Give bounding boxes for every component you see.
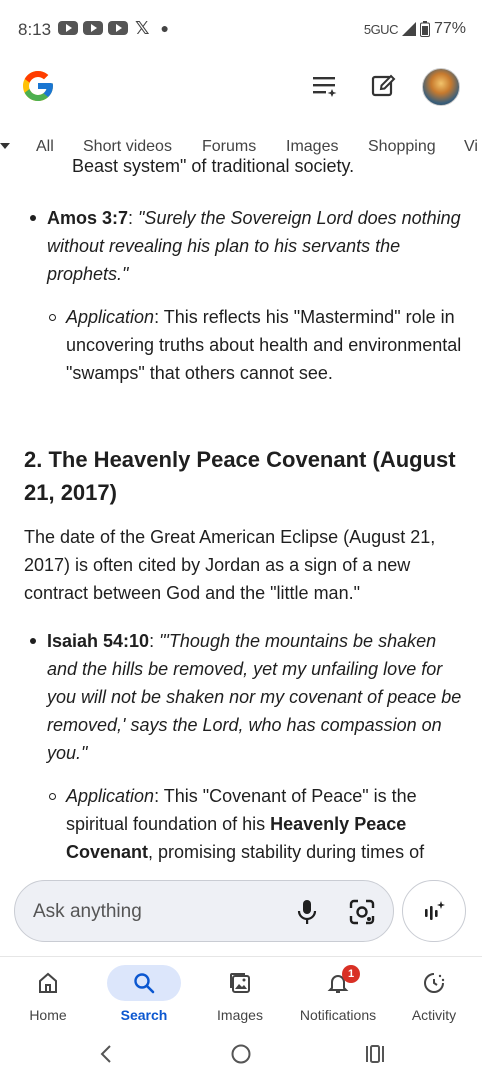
tab-all[interactable]: All xyxy=(36,138,54,155)
activity-icon xyxy=(397,965,471,1001)
system-navigation xyxy=(0,1030,482,1080)
network-label: 5GUC xyxy=(363,21,398,37)
history-list-icon[interactable] xyxy=(312,72,340,100)
bell-icon xyxy=(301,965,375,1001)
images-icon xyxy=(203,965,277,1001)
tab-shopping[interactable]: Shopping xyxy=(368,138,436,155)
home-circle-icon[interactable] xyxy=(226,1040,256,1068)
notification-badge: 1 xyxy=(342,965,360,983)
bottom-navigation xyxy=(0,956,482,1030)
google-logo[interactable] xyxy=(20,68,56,104)
cut-off-line: Beast system" of traditional society. xyxy=(72,156,355,176)
mic-icon[interactable] xyxy=(297,899,317,925)
tab-forums[interactable]: Forums xyxy=(202,138,257,155)
nav-home[interactable]: Home xyxy=(0,957,96,1031)
edit-icon[interactable] xyxy=(370,72,398,100)
amos-verse: Amos 3:7: "Surely the Sovereign Lord does nothing without revealing his plan to his servants the prophets." xyxy=(47,208,461,284)
tab-short-videos[interactable]: Short videos xyxy=(83,138,172,155)
nav-activity[interactable]: Activity xyxy=(386,957,482,1031)
ask-input[interactable] xyxy=(14,880,394,942)
notification-icons xyxy=(58,18,169,38)
back-icon[interactable] xyxy=(91,1040,121,1068)
bullet-icon xyxy=(30,638,36,644)
tab-videos[interactable]: Vi xyxy=(464,138,478,155)
ask-placeholder: Ask anything xyxy=(33,901,142,922)
youtube-icon xyxy=(58,21,78,35)
more-notifications-dot-icon: ● xyxy=(160,20,169,36)
isaiah-verse: Isaiah 54:10: "'Though the mountains be shaken and the hills be removed, yet my unfailing love for you will not be shaken nor my covenant of peace be removed,' says the Lord, who has compassion on you." xyxy=(47,631,462,763)
intro-paragraph: The date of the Great American Eclipse (August 21, 2017) is often cited by Jordan as a sign of a new contract between God and the "little man." xyxy=(24,527,436,603)
signal-icon xyxy=(402,22,416,36)
ai-mode-icon xyxy=(422,899,446,923)
sub-bullet-icon xyxy=(49,793,56,800)
battery-icon xyxy=(420,21,430,37)
amos-quote: "Surely the Sovereign Lord does nothing without revealing his plan to his servants the prophets." xyxy=(47,208,461,284)
youtube-icon xyxy=(83,21,103,35)
x-icon: 𝕏 xyxy=(135,18,150,38)
section-heading: 2. The Heavenly Peace Covenant (August 21, 2017) xyxy=(24,447,456,505)
status-right xyxy=(364,20,466,38)
isaiah-ref: Isaiah 54:10 xyxy=(47,631,150,651)
status-time: 8:13 xyxy=(18,20,52,39)
answer-content xyxy=(0,156,482,878)
status-bar xyxy=(0,0,482,60)
tabs-scroll-left-icon[interactable] xyxy=(0,143,10,149)
avatar[interactable] xyxy=(422,68,460,106)
recents-icon[interactable] xyxy=(360,1040,390,1068)
bullet-icon xyxy=(30,215,36,221)
sub-bullet-icon xyxy=(49,314,56,321)
home-icon xyxy=(11,965,85,1001)
amos-ref: Amos 3:7 xyxy=(47,208,129,228)
isaiah-quote: "'Though the mountains be shaken and the hills be removed, yet my unfailing love for you will not be shaken nor my covenant of peace be removed,' says the Lord, who has compassion on you." xyxy=(47,631,462,763)
ai-mode-button[interactable] xyxy=(402,880,466,942)
nav-notifications[interactable]: 1 Notifications xyxy=(290,957,386,1031)
search-icon xyxy=(107,965,181,1001)
isaiah-application: Application: This "Covenant of Peace" is the spiritual foundation of his Heavenly Peace Covenant, promising stability during times of xyxy=(66,786,425,862)
app-header xyxy=(0,60,482,120)
youtube-icon xyxy=(108,21,128,35)
lens-icon[interactable] xyxy=(349,899,375,925)
nav-search[interactable]: Search xyxy=(96,957,192,1031)
battery-level: 77% xyxy=(433,20,466,37)
tab-images[interactable]: Images xyxy=(286,138,339,155)
nav-images[interactable]: Images xyxy=(192,957,288,1031)
amos-application: Application: This reflects his "Mastermind" role in uncovering truths about health and environmental "swamps" that others cannot see. xyxy=(66,307,462,383)
